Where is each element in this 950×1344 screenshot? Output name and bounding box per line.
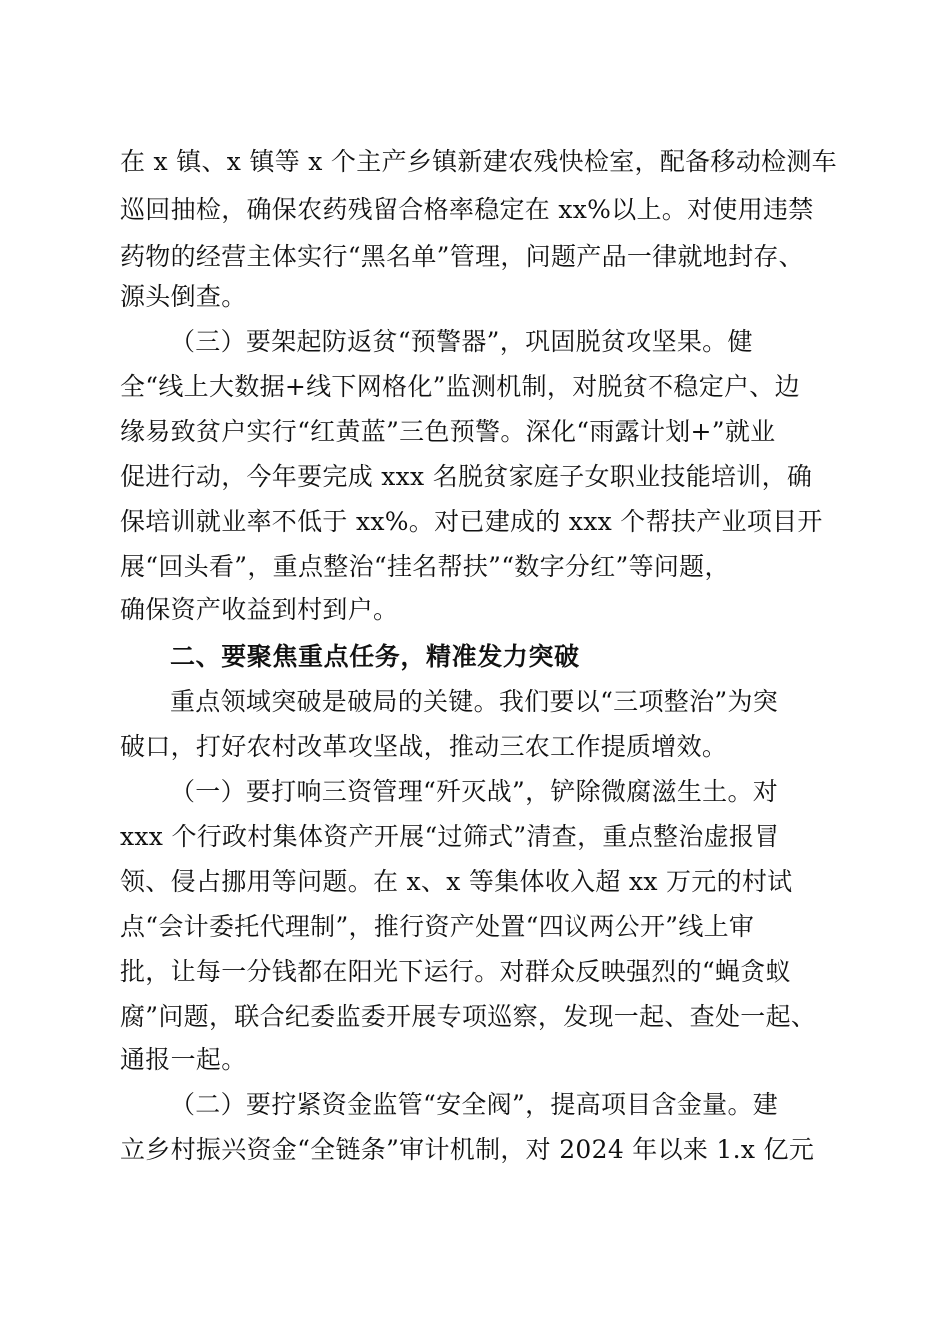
text-line: 点“会计委托代理制”，推行资产处置“四议两公开”线上审	[120, 912, 755, 941]
text-line: 确保资产收益到村到户。	[120, 595, 399, 624]
text-line: 全“线上大数据+线下网格化”监测机制，对脱贫不稳定户、边	[120, 372, 800, 401]
text-line: 立乡村振兴资金“全链条”审计机制，对 2024 年以来 1.x 亿元	[120, 1135, 815, 1164]
text-line: 腐”问题，联合纪委监委开展专项巡察，发现一起、查处一起、	[120, 1002, 817, 1031]
text-line: 药物的经营主体实行“黑名单”管理，问题产品一律就地封存、	[120, 242, 804, 271]
text-line: 巡回抽检，确保农药残留合格率稳定在 xx%以上。对使用违禁	[120, 195, 814, 224]
text-line: （三）要架起防返贫“预警器”，巩固脱贫攻坚果。健	[170, 327, 753, 356]
text-line: 批，让每一分钱都在阳光下运行。对群众反映强烈的“蝇贪蚁	[120, 957, 791, 986]
text-line: 源头倒查。	[120, 282, 247, 311]
text-line: 展“回头看”，重点整治“挂名帮扶”“数字分红”等问题，	[120, 552, 730, 581]
text-line: 缘易致贫户实行“红黄蓝”三色预警。深化“雨露计划+”就业	[120, 417, 776, 446]
text-line: 促进行动，今年要完成 xxx 名脱贫家庭子女职业技能培训，确	[120, 462, 813, 491]
text-line: 在 x 镇、x 镇等 x 个主产乡镇新建农残快检室，配备移动检测车	[120, 147, 837, 176]
text-line: xxx 个行政村集体资产开展“过筛式”清查，重点整治虚报冒	[120, 822, 780, 851]
text-line: （二）要拧紧资金监管“安全阀”，提高项目含金量。建	[170, 1090, 779, 1119]
text-line: 保培训就业率不低于 xx%。对已建成的 xxx 个帮扶产业项目开	[120, 507, 823, 536]
text-line: 领、侵占挪用等问题。在 x、x 等集体收入超 xx 万元的村试	[120, 867, 793, 896]
text-line: （一）要打响三资管理“歼灭战”，铲除微腐滋生土。对	[170, 777, 779, 806]
text-line: 通报一起。	[120, 1045, 247, 1074]
text-line: 破口，打好农村改革攻坚战，推动三农工作提质增效。	[120, 732, 728, 761]
section-heading: 二、要聚焦重点任务，精准发力突破	[170, 642, 580, 671]
text-line: 重点领域突破是破局的关键。我们要以“三项整治”为突	[170, 687, 779, 716]
